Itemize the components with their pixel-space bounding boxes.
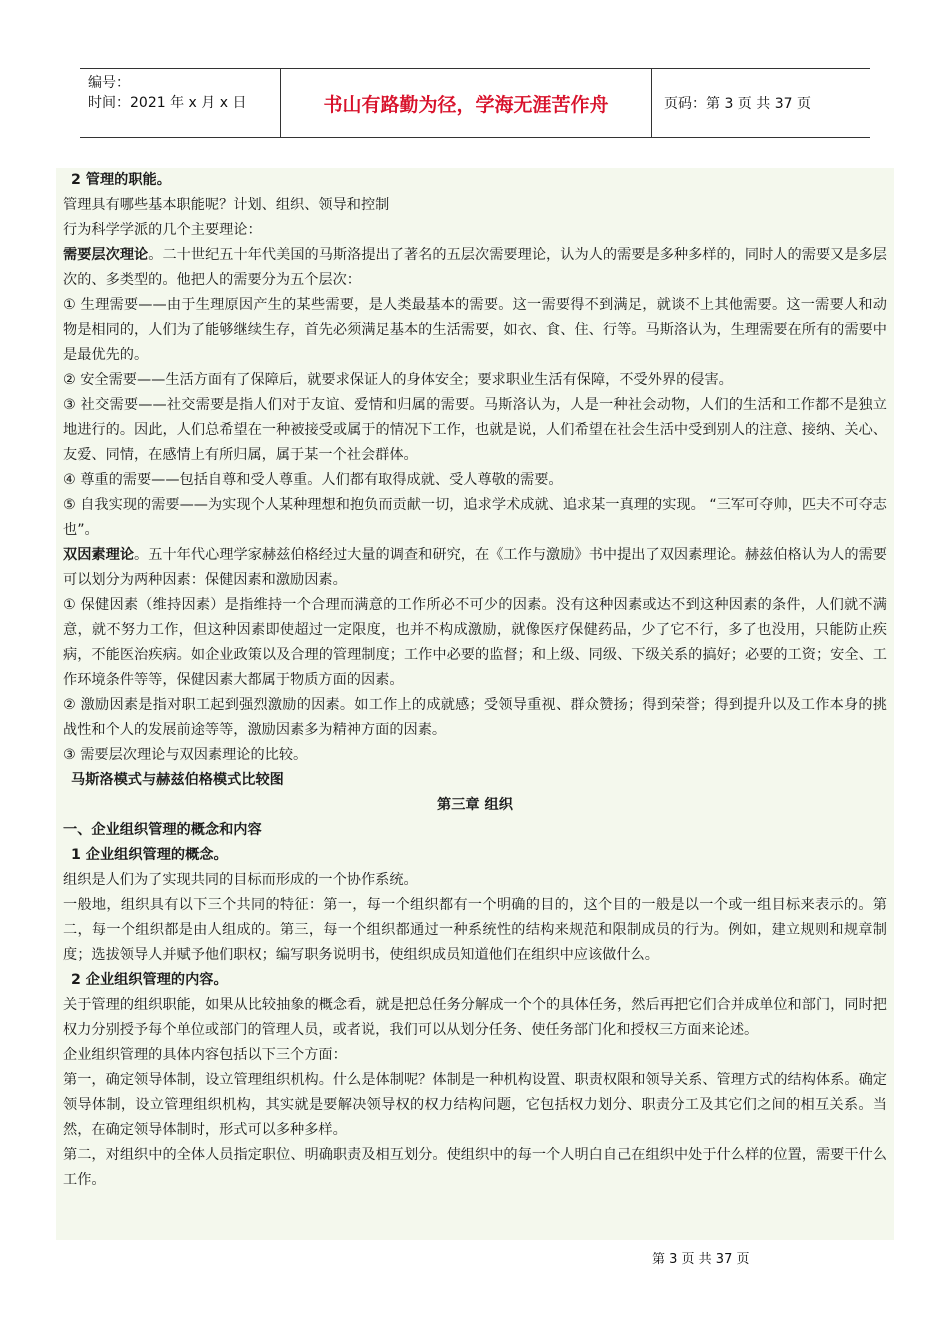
paragraph (63, 543, 887, 593)
section-heading: 2 管理的职能。 (71, 172, 171, 188)
paragraph: 企业组织管理的具体内容包括以下三个方面： (63, 1047, 347, 1063)
header-page-label: 页码：第 3 页 共 37 页 (664, 96, 811, 112)
paragraph: ② 激励因素是指对职工起到强烈激励的因素。如工作上的成就感；受领导重视、群众赞扬；得到荣誉；得到提升以及工作本身的挑战性和个人的发展前途等等，激励因素多为精神方面的因素。 (63, 697, 887, 738)
page-footer: 第 3 页 共 37 页 (652, 1252, 750, 1267)
paragraph (63, 243, 887, 293)
paragraph: ③ 需要层次理论与双因素理论的比较。 (63, 747, 308, 763)
term-bold: 双因素理论 (63, 547, 135, 563)
paragraph: 第一，确定领导体制，设立管理组织机构。什么是体制呢？体制是一种机构设置、职责权限和领导关系、管理方式的结构体系。确定领导体制，设立管理组织机构，其实就是要解决领导权的权力结构问题，它包括权力划分、职责分工及其它们之间的相互关系。当然，在确定领导体制时，形式可以多种多样。 (63, 1072, 887, 1138)
paragraph: 行为科学学派的几个主要理论： (63, 222, 262, 238)
header-motto: 书山有路勤为径，学海无涯苦作舟 (280, 69, 652, 137)
subsection-heading: 2 企业组织管理的内容。 (71, 972, 228, 988)
chapter-title: 第三章 组织 (437, 797, 513, 813)
paragraph: 一般地，组织具有以下三个共同的特征：第一，每一个组织都有一个明确的目的，这个目的一般是以一个或一组目标来表示的。第二，每一个组织都是由人组成的。第三，每一个组织都通过一种系统性的结构来规范和限制成员的行为。例如，建立规则和规章制度；选拔领导人并赋予他们职权；编写职务说明书，使组织成员知道他们在组织中应该做什么。 (63, 897, 887, 963)
paragraph: ③ 社交需要——社交需要是指人们对于友谊、爱情和归属的需要。马斯洛认为，人是一种社会动物，人们的生活和工作都不是独立地进行的。因此，人们总希望在一种被接受或属于的情况下工作，也就是说，人们希望在社会生活中受到别人的注意、接纳、关心、友爱、同情，在感情上有所归属，属于某一个社会群体。 (63, 397, 887, 463)
time-label: 时间：2021 年 x 月 x 日 (88, 95, 247, 111)
paragraph: ④ 尊重的需要——包括自尊和受人尊重。人们都有取得成就、受人尊敬的需要。 (63, 472, 563, 488)
number-label: 编号： (88, 75, 130, 91)
paragraph: 管理具有哪些基本职能呢？计划、组织、领导和控制 (63, 197, 390, 213)
paragraph-text: 。二十世纪五十年代美国的马斯洛提出了著名的五层次需要理论，认为人的需要是多种多样的，同时人的需要又是多层次的、多类型的。他把人的需要分为五个层次： (63, 247, 887, 288)
paragraph: 第二，对组织中的全体人员指定职位、明确职责及相互划分。使组织中的每一个人明白自己在组织中处于什么样的位置，需要干什么工作。 (63, 1147, 887, 1188)
paragraph: 组织是人们为了实现共同的目标而形成的一个协作系统。 (63, 872, 418, 888)
document-body (56, 168, 894, 1240)
paragraph: 关于管理的组织职能，如果从比较抽象的概念看，就是把总任务分解成一个个的具体任务，然后再把它们合并成单位和部门，同时把权力分别授予每个单位或部门的管理人员，或者说，我们可以从划分任务、使任务部门化和授权三方面来论述。 (63, 997, 887, 1038)
paragraph: ② 安全需要——生活方面有了保障后，就要求保证人的身体安全；要求职业生活有保障，不受外界的侵害。 (63, 372, 733, 388)
subsection-heading: 1 企业组织管理的概念。 (71, 847, 228, 863)
section-heading: 一、企业组织管理的概念和内容 (63, 822, 262, 838)
paragraph: ① 保健因素（维持因素）是指维持一个合理而满意的工作所必不可少的因素。没有这种因素或达不到这种因素的条件，人们就不满意，就不努力工作，但这种因素即使超过一定限度，也并不构成激励，就像医疗保健药品，少了它不行，多了也没用，只能防止疾病，不能医治疾病。如企业政策以及合理的管理制度；工作中必要的监督；和上级、同级、下级关系的搞好；必要的工资；安全、工作环境条件等等，保健因素大都属于物质方面的因素。 (63, 597, 887, 688)
paragraph-text: 。五十年代心理学家赫兹伯格经过大量的调查和研究，在《工作与激励》书中提出了双因素理论。赫兹伯格认为人的需要可以划分为两种因素：保健因素和激励因素。 (63, 547, 887, 588)
figure-caption: 马斯洛模式与赫兹伯格模式比较图 (71, 772, 284, 788)
term-bold: 需要层次理论 (63, 247, 149, 263)
paragraph: ① 生理需要——由于生理原因产生的某些需要，是人类最基本的需要。这一需要得不到满足，就谈不上其他需要。这一需要人和动物是相同的，人们为了能够继续生存，首先必须满足基本的生活需要，如衣、食、住、行等。马斯洛认为，生理需要在所有的需要中是最优先的。 (63, 297, 887, 363)
paragraph: ⑤ 自我实现的需要——为实现个人某种理想和抱负而贡献一切，追求学术成就、追求某一真理的实现。 “三军可夺帅，匹夫不可夺志也”。 (63, 497, 887, 538)
header-meta (80, 69, 280, 137)
page-header (80, 68, 870, 138)
